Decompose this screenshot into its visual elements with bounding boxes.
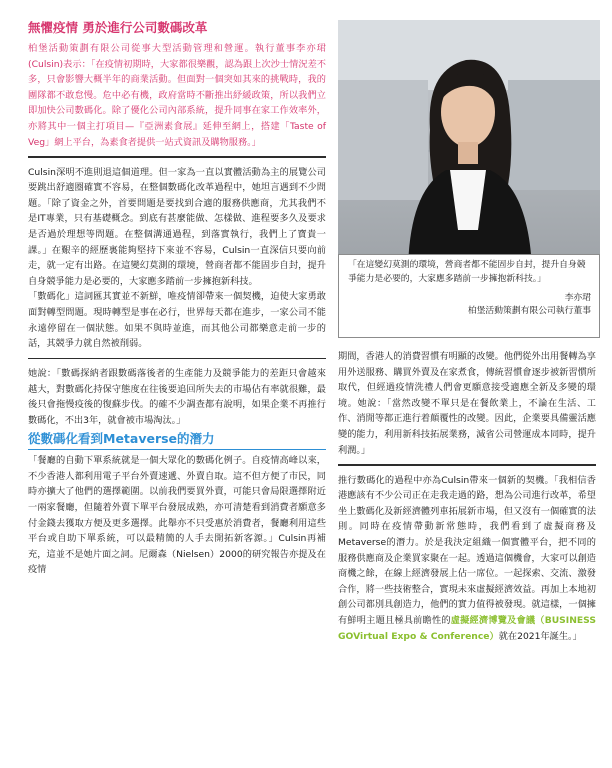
left-column xyxy=(28,20,326,578)
divider xyxy=(338,464,596,466)
divider xyxy=(28,156,326,158)
body-paragraph-4: 「餐廳的自動下單系統就是一個大眾化的數碼化例子。自疫情高峰以來，不少香港人都利用電子平台外賣速遞、外賣自取。這不但方便了市民，同時亦擴大了他們的選擇範圍。以前我們要買外賣，可能只會局限選擇附近一兩家餐廳，但隨着外賣下單平台發展成熟，亦可清楚看到消費者願意多付金錢去獲取方便及更多選擇。此舉亦不只受惠於消費者，餐廳利用這些平台或自助下單系統，可以最精簡的人手去開拓新客源。」Culsin再補充，這並不是她片面之詞。尼爾森（Nielsen）2000的研究報告亦提及在疫情 xyxy=(28,455,326,576)
pull-quote-name: 李亦珺 xyxy=(564,293,591,303)
portrait-illustration xyxy=(338,20,600,268)
body-paragraph-1: Culsin深明不進則退這個道理。但一家為一直以實體活動為主的展覽公司要跳出舒適圈確實不容易，在整個數碼化改革過程中，她坦言遇到不少問題。「除了資金之外，首要問題是要找到合適的服務供應商，尤其我們不是IT專業，只有基礎概念。到底有甚麼能做、怎樣做、進程要多久及要求是否過於理想等問題。在整個溝通過程，到落實執行，我們上了寶貴一課。」在艱辛的經歷裏能夠堅持下來並不容易，Culsin一直深信只要向前走，就一定有出路。在這變幻莫測的環境，營商者都不能固步自封，提升自身競爭能力是必要的，大家應多踏前一步擁抱新科技。 xyxy=(28,166,326,287)
body-paragraph-5: 期間，香港人的消費習慣有明顯的改變。他們從外出用餐轉為享用外送服務、購買外賣及在家煮食，傳統習慣會逐步被新習慣所取代，但經過疫情洗禮人們會更願意接受適應全新及多變的環境。她說：「當然改變不單只是在餐飲業上，不論在生活、工作、消閒等都正進行着顛覆性的改變。因此，企業要具備靈活應變的能力，利用新科技拓展業務，減省公司營運成本同時，提升利潤。」 xyxy=(338,351,596,456)
subhead-divider xyxy=(28,449,326,451)
pull-quote-box xyxy=(338,254,600,338)
divider xyxy=(28,358,326,360)
right-column xyxy=(338,349,596,644)
portrait-photo xyxy=(338,20,600,268)
body-paragraph-6-end: 就在2021年誕生。」 xyxy=(498,630,582,642)
lead-paragraph: 柏堡活動策劃有限公司從事大型活動管理和營運。執行董事李亦珺(Culsin)表示：「在疫情初期時，大家都很樂觀，認為跟上次沙士情況差不多，只會影響大概半年的商業活動。但面對一個突如其來的挑戰時，我的團隊都不敢怠慢。危中必有機，政府當時不斷推出紓緩政策，所以我們立即加快公司數碼化。除了優化公司內部系統，提升同事在家工作效率外，亦將其中一個主打項目—『亞洲素食展』延伸至網上，搭建「Taste of Veg」網上平台，為素食者提供一站式資訊及購物服務。」 xyxy=(28,43,326,148)
pull-quote-title: 柏堡活動策劃有限公司執行董事 xyxy=(467,306,591,316)
body-paragraph-6-text: 推行數碼化的過程中亦為Culsin帶來一個新的契機。「我相信香港應該有不少公司正在走我走過的路，想為公司進行改革，希望坐上數碼化及新經濟體列車拓展新市場，但又沒有一個確實的法則。同時在疫情帶動新常態時，我們看到了虛擬商務及Metaverse的潛力。於是我決定組織一個實體平台，把不同的服務供應商及企業買家聚在一起。透過這個機會，大家可以創造商機之餘，在線上經濟發展上佔一席位。一起探索、交流、激發合作，將一些技術整合，實現未來虛擬經濟效益。再加上本地初創公司都別具創造力，他們的實力值得被發現。就這樣，一個擁有鮮明主題且極具前瞻性的 xyxy=(338,474,596,626)
body-paragraph-6 xyxy=(338,473,596,645)
section-subhead: 從數碼化看到Metaverse的潛力 xyxy=(28,430,215,446)
event-name-highlight: 虛擬經濟博覽及會議（BUSINESS GOVirtual Expo & Conference） xyxy=(338,615,596,642)
body-paragraph-3: 她說：「數碼探納者跟數碼落後者的生產能力及競爭能力的差距只會越來越大，對數碼化持保守態度在往後要追回所失去的市場佔有率就很難，最後只會拖慢疫後的復蘇步伐。的確不少調查都有說明，如果企業不再推行數碼化，不出3年，就會被市場淘汰。」 xyxy=(28,368,326,427)
article-headline: 無懼疫情 勇於進行公司數碼改革 xyxy=(28,20,208,35)
pull-quote-text: 「在這變幻莫測的環境，營商者都不能固步自封，提升自身競爭能力是必要的，大家應多踏前一步擁抱新科技。」 xyxy=(348,260,586,284)
body-paragraph-2: 「數碼化」這詞匯其實並不新鮮，唯疫情卻帶來一個契機，迫使大家勇敢面對轉型問題。現時轉型是事在必行，世界每天都在進步，一家公司不能永遠停留在一個狀態。如果不與時並進，而其他公司都樂意走前一步的話，其競爭力就自然被削弱。 xyxy=(28,291,326,350)
